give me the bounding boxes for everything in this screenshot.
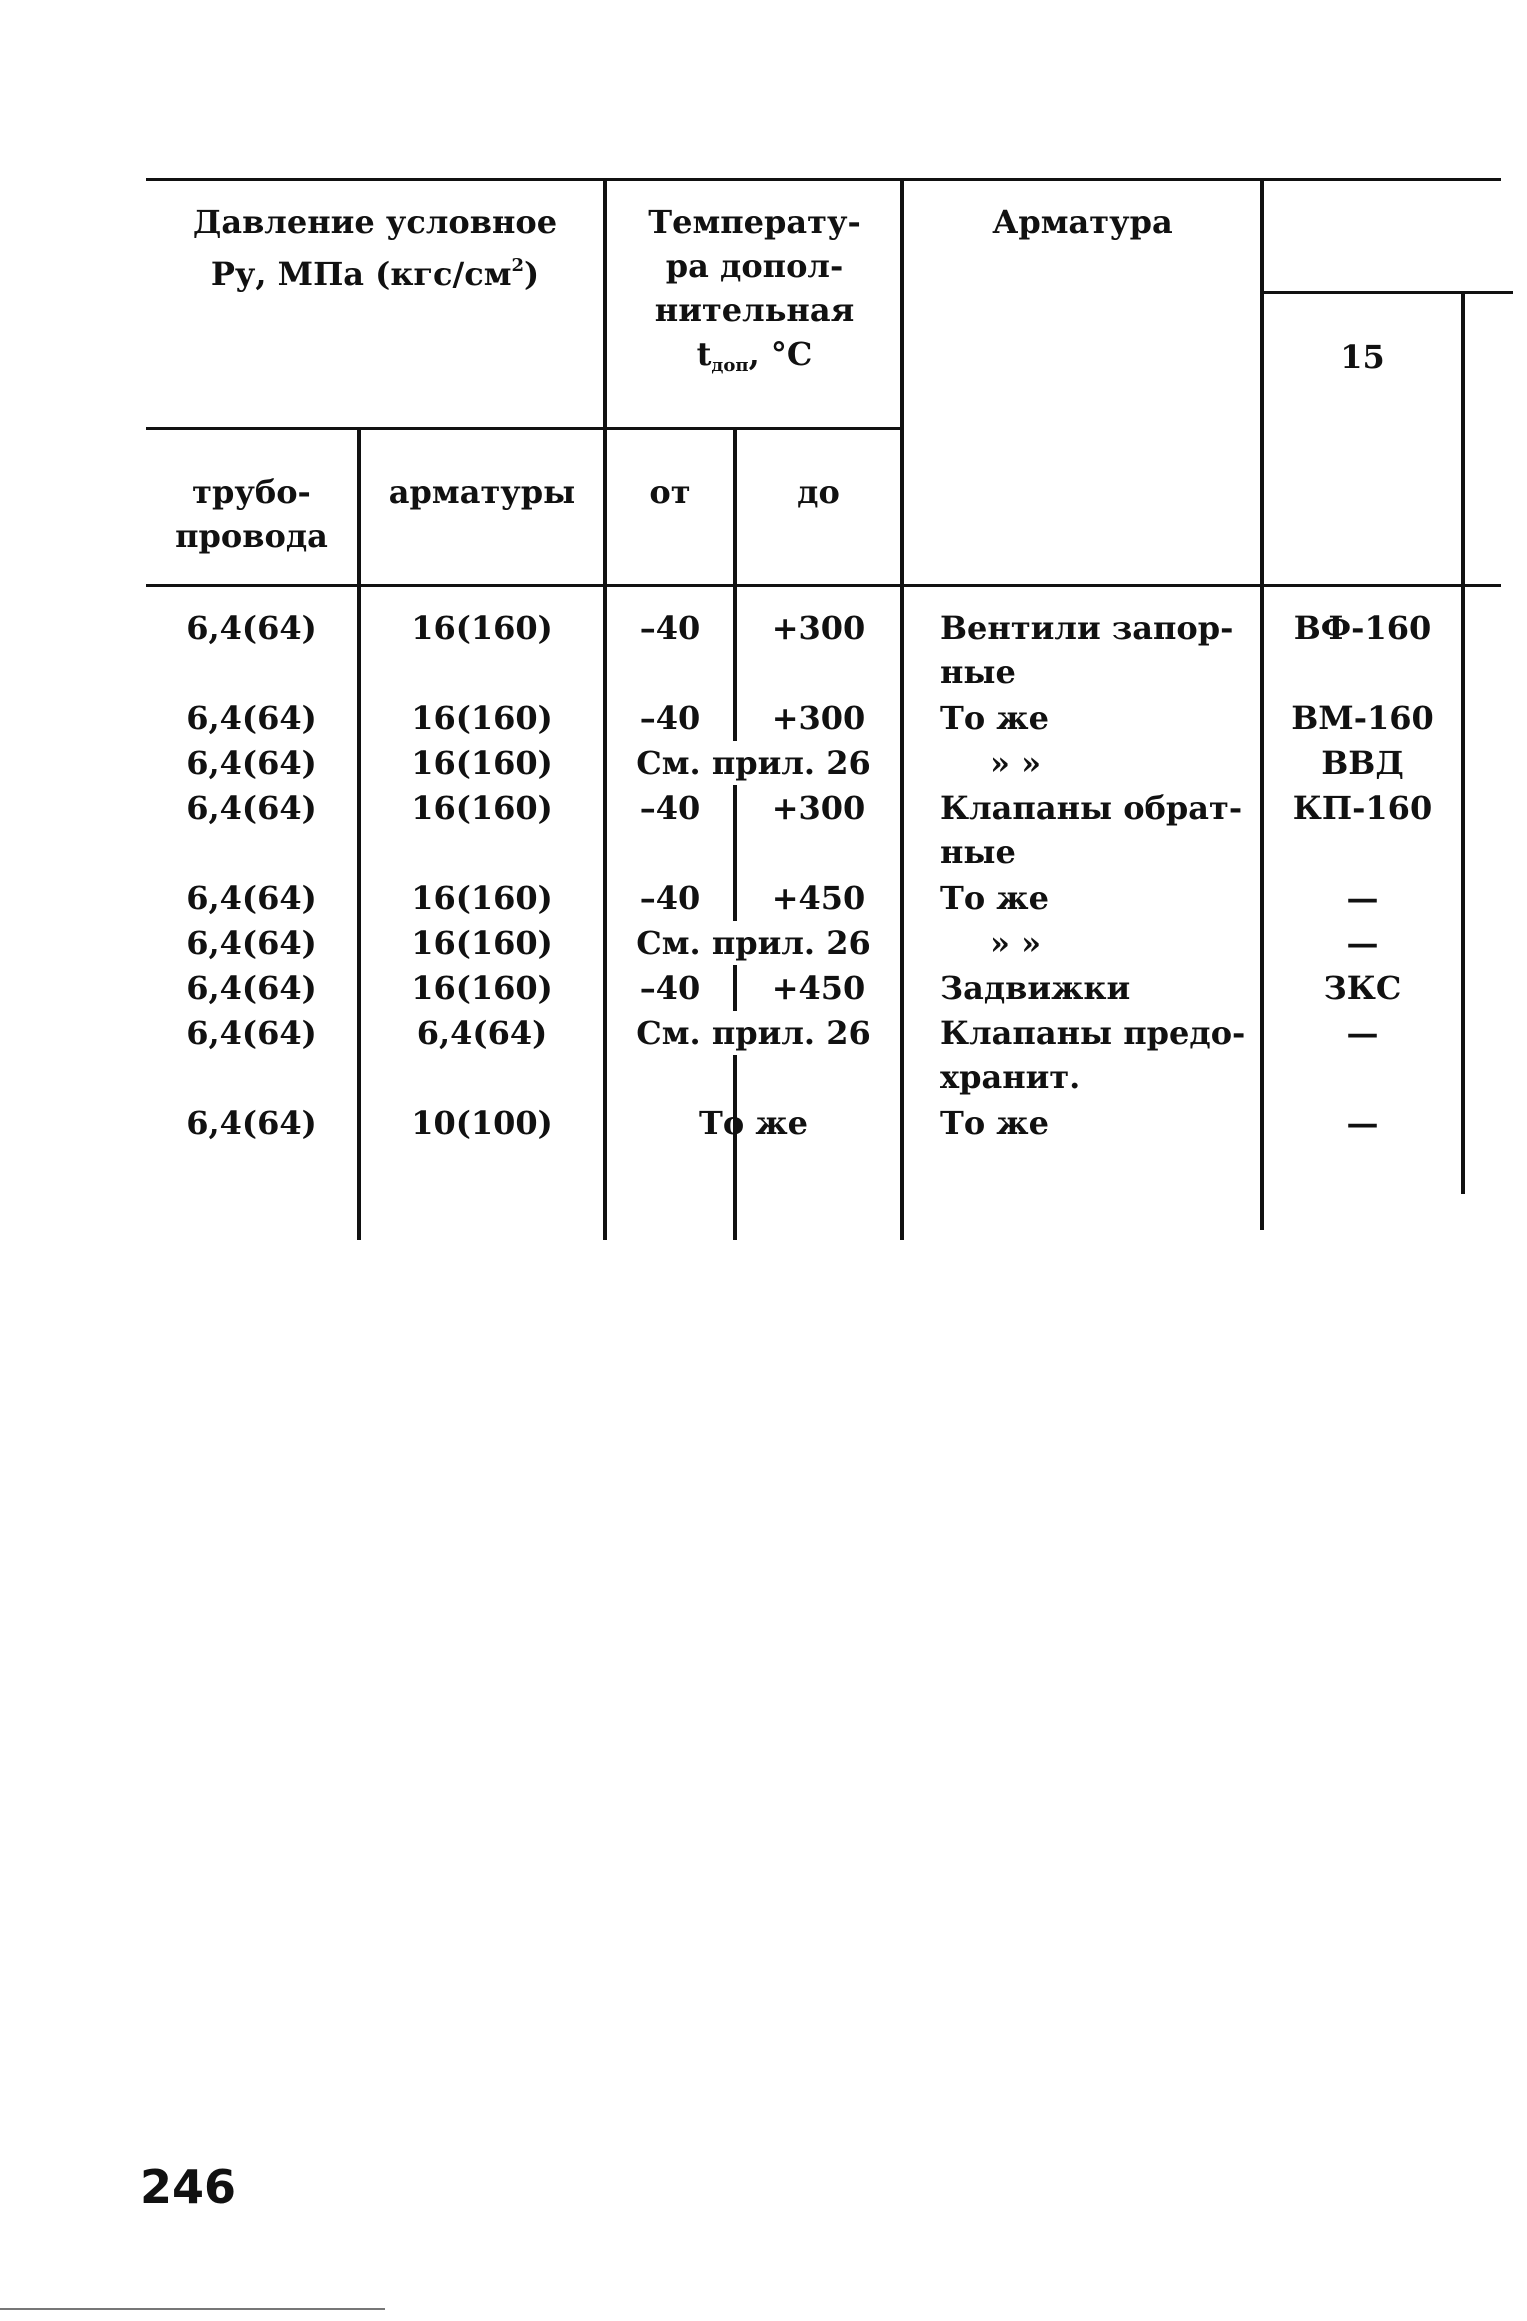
row7-code: ЗКС: [1323, 969, 1402, 1007]
row9-code: —: [1346, 1104, 1379, 1142]
row1-code: ВФ-160: [1293, 609, 1432, 647]
header-fitting: Арматура: [992, 203, 1173, 241]
row5-pipe: 6,4(64): [186, 879, 317, 917]
row7-from: –40: [639, 969, 701, 1007]
row9-fit: 10(100): [411, 1104, 553, 1142]
row8-code: —: [1346, 1014, 1379, 1052]
header-fittings-sub: арматуры: [388, 473, 576, 511]
col-divider-right: [1461, 291, 1465, 1194]
row6-fit: 16(160): [411, 924, 553, 962]
row3-name: » »: [990, 744, 1042, 782]
row7-name: Задвижки: [940, 969, 1131, 1007]
header-subrule-left: [146, 427, 902, 430]
row1-from: –40: [639, 609, 701, 647]
row4-name: Клапаны обрат- ные: [940, 789, 1243, 871]
header-temp-from: от: [649, 473, 691, 511]
row6-code: —: [1346, 924, 1379, 962]
row7-pipe: 6,4(64): [186, 969, 317, 1007]
row5-fit: 16(160): [411, 879, 553, 917]
row2-name: То же: [940, 699, 1049, 737]
table-top-rule: [146, 178, 1501, 181]
row1-name: Вентили запор- ные: [940, 609, 1234, 691]
row5-from: –40: [639, 879, 701, 917]
row1-to: +300: [771, 609, 866, 647]
row4-code: КП-160: [1292, 789, 1433, 827]
row3-fit: 16(160): [411, 744, 553, 782]
row4-fit: 16(160): [411, 789, 553, 827]
row2-to: +300: [771, 699, 866, 737]
row5-name: То же: [940, 879, 1049, 917]
row4-from: –40: [639, 789, 701, 827]
row2-code: ВМ-160: [1291, 699, 1434, 737]
row8-temp-span: См. прил. 26: [607, 1011, 900, 1055]
row3-temp-span: См. прил. 26: [607, 741, 900, 785]
row1-fit: 16(160): [411, 609, 553, 647]
row2-fit: 16(160): [411, 699, 553, 737]
row2-from: –40: [639, 699, 701, 737]
row6-temp-span: См. прил. 26: [607, 921, 900, 965]
row6-name: » »: [990, 924, 1042, 962]
header-temperature: Температу- ра допол- нительная $t_{доп}$, °С: [648, 203, 861, 376]
row5-code: —: [1346, 879, 1379, 917]
row5-to: +450: [771, 879, 866, 917]
row3-code: ВВД: [1321, 744, 1404, 782]
header-pipe: трубо- провода: [175, 473, 328, 555]
row6-pipe: 6,4(64): [186, 924, 317, 962]
row9-temp-span: То же: [699, 1104, 808, 1142]
row2-pipe: 6,4(64): [186, 699, 317, 737]
row4-pipe: 6,4(64): [186, 789, 317, 827]
row7-fit: 16(160): [411, 969, 553, 1007]
header-col-15: 15: [1340, 338, 1385, 376]
row7-to: +450: [771, 969, 866, 1007]
row1-pipe: 6,4(64): [186, 609, 317, 647]
col-divider-fitting: [900, 178, 904, 1240]
row3-pipe: 6,4(64): [186, 744, 317, 782]
header-subrule-15: [1261, 291, 1513, 294]
row4-to: +300: [771, 789, 866, 827]
header-pressure: Давление условное Ру, МПа $(кгс/см^2)$: [192, 203, 558, 293]
footer-rule: [0, 2308, 385, 2310]
page-number: 246: [140, 2160, 237, 2214]
row9-pipe: 6,4(64): [186, 1104, 317, 1142]
header-bottom-rule: [146, 584, 1501, 587]
header-temp-to: до: [797, 473, 840, 511]
row9-name: То же: [940, 1104, 1049, 1142]
row8-fit: 6,4(64): [416, 1014, 548, 1052]
row8-pipe: 6,4(64): [186, 1014, 317, 1052]
row8-name: Клапаны предо- хранит.: [940, 1014, 1246, 1096]
